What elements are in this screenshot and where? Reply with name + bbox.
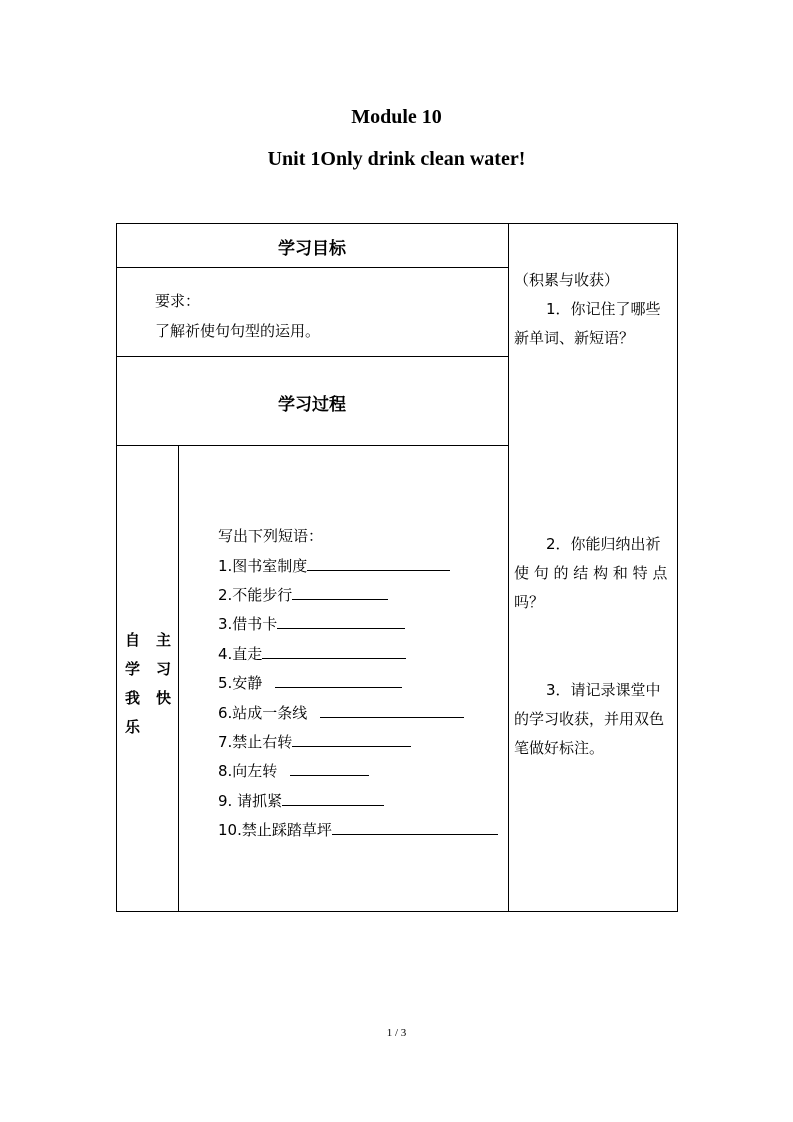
module-title: Module 10	[351, 106, 442, 128]
list-item: 10.禁止踩踏草坪	[218, 815, 498, 845]
list-item: 5.安静	[218, 668, 402, 698]
list-item: 7.禁止右转	[218, 727, 411, 757]
requirement-label: 要求：	[155, 292, 201, 310]
list-item: 4.直走	[218, 639, 406, 669]
notes-question-3-cont: 的学习收获，并用双色	[514, 710, 665, 728]
list-item: 3.借书卡	[218, 609, 405, 639]
list-item: 1.图书室制度	[218, 551, 450, 581]
unit-title: Unit 1Only drink clean water!	[267, 148, 526, 170]
notes-title: （积累与收获）	[514, 271, 620, 289]
notes-question-1-cont: 新单词、新短语？	[514, 329, 635, 347]
notes-question-2-end: 吗？	[514, 593, 545, 611]
goals-heading: 学习目标	[278, 239, 346, 259]
notes-question-3-end: 笔做好标注。	[514, 739, 605, 757]
list-item: 6.站成一条线	[218, 698, 464, 728]
notes-question-2: 2．你能归纳出祈	[546, 535, 661, 553]
requirement-text: 了解祈使句句型的运用。	[155, 322, 321, 340]
list-item: 2.不能步行	[218, 580, 388, 610]
notes-question-2-cont: 使 句 的 结 构 和 特 点	[514, 564, 668, 582]
process-heading: 学习过程	[278, 395, 346, 415]
notes-question-1: 1．你记住了哪些	[546, 300, 661, 318]
page-number: 1 / 3	[386, 1027, 407, 1039]
notes-question-3: 3．请记录课堂中	[546, 681, 661, 699]
list-item: 8.向左转	[218, 756, 369, 786]
list-item: 9. 请抓紧	[218, 786, 384, 816]
exercise-intro: 写出下列短语：	[218, 527, 324, 545]
